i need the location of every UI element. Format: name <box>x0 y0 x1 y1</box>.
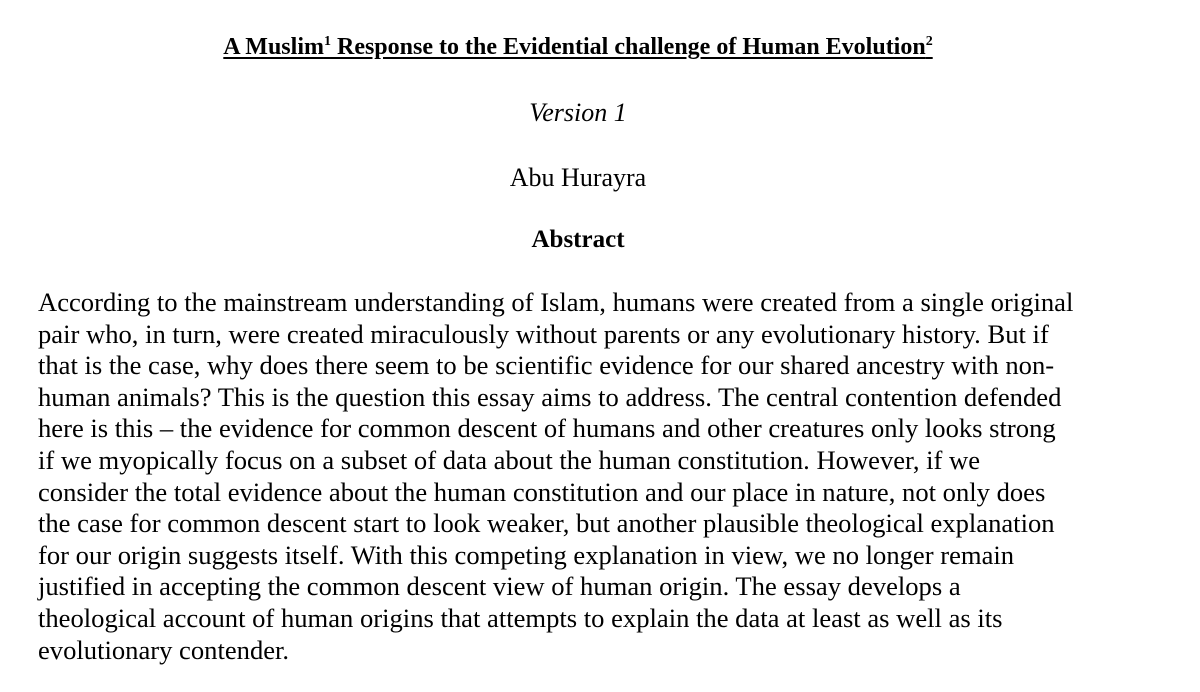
footnote-marker-1[interactable]: 1 <box>323 34 331 49</box>
abstract-line: human animals? This is the question this essay aims to address. The central contention defended <box>38 381 1062 412</box>
abstract-line: if we myopically focus on a subset of data about the human constitution. However, if we <box>38 444 981 475</box>
footnote-marker-2[interactable]: 2 <box>925 34 933 49</box>
abstract-heading: Abstract <box>531 226 625 253</box>
abstract-line: for our origin suggests itself. With this competing explanation in view, we no longer remain <box>38 539 1015 570</box>
abstract-line: justified in accepting the common descent view of human origin. The essay develops a <box>38 571 961 602</box>
abstract-line: evolutionary contender. <box>38 634 290 665</box>
version-label: Version 1 <box>529 98 627 127</box>
abstract-line: the case for common descent start to look weaker, but another plausible theological explanation <box>38 508 1055 539</box>
abstract-line: theological account of human origins that attempts to explain the data at least as well as its <box>38 602 1003 633</box>
abstract-line: pair who, in turn, were created miraculously without parents or any evolutionary history. But if <box>38 318 1049 349</box>
title-text-part1: A Muslim <box>223 34 324 60</box>
title-text-part2: Response to the Evidential challenge of Human Evolution <box>330 34 926 60</box>
abstract-body <box>38 287 1168 666</box>
abstract-line: According to the mainstream understanding of Islam, humans were created from a single original <box>38 287 1074 317</box>
abstract-line: that is the case, why does there seem to be scientific evidence for our shared ancestry with non- <box>38 350 1055 381</box>
abstract-line: here is this – the evidence for common descent of humans and other creatures only looks strong <box>38 413 1056 444</box>
author-name: Abu Hurayra <box>509 163 647 192</box>
abstract-line: consider the total evidence about the human constitution and our place in nature, not only does <box>38 476 1046 507</box>
paper-title <box>0 32 1156 62</box>
